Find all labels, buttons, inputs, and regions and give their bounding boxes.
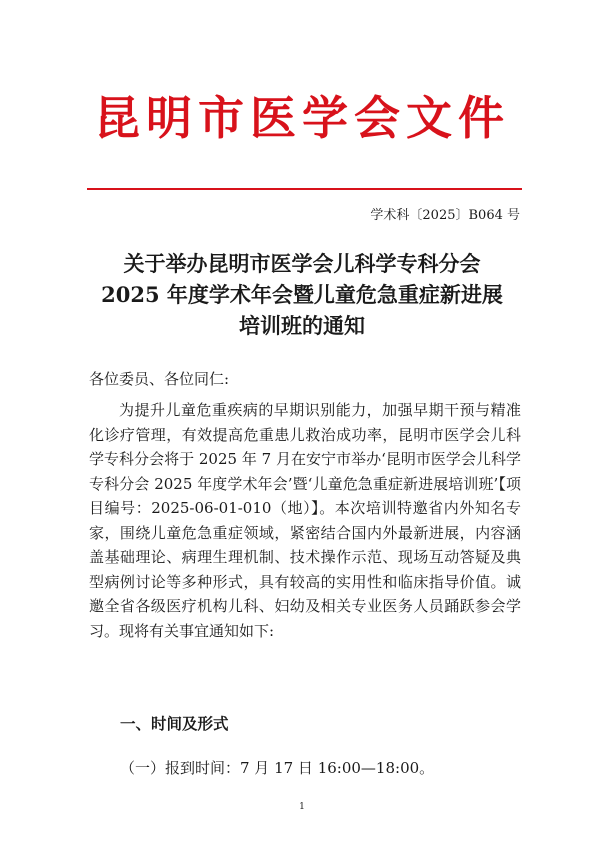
notice-title-line-1: 关于举办昆明市医学会儿科学专科分会 (123, 251, 481, 276)
red-divider-line (87, 188, 522, 190)
document-number: 学术科〔2025〕B064 号 (370, 208, 520, 223)
registration-time-item: （一）报到时间：7 月 17 日 16:00—18:00。 (120, 759, 435, 777)
body-paragraph: 为提升儿童危重疾病的早期识别能力，加强早期干预与精准化诊疗管理，有效提高危重患儿救治成功率，昆明市医学会儿科学专科分会将于 2025 年 7 月在安宁市举办‘昆明市医学会儿科学专科分会 2025 年度学术年会’暨‘儿童危急重症新进展培训班’【项目编号：2025-06-01-010（地）】。本次培训特邀省内外知名专家，围绕儿童危急重症领域，紧密结合国内外最新进展，内容涵盖基础理论、病理生理机制、技术操作示范、现场互动答疑及典型病例讨论等多种形式，具有较高的实用性和临床指导价值。诚邀全省各级医疗机构儿科、妇幼及相关专业医务人员踊跃参会学习。现将有关事宜通知如下: (89, 401, 521, 640)
notice-title-line-2: 2025 年度学术年会暨儿童危急重症新进展 (101, 282, 503, 307)
section-heading: 一、时间及形式 (120, 714, 229, 733)
notice-title-line-3: 培训班的通知 (239, 313, 365, 338)
masthead-title: 昆明市医学会文件 (94, 91, 510, 145)
notice-title (60, 248, 544, 341)
page-number: 1 (299, 802, 305, 812)
salutation: 各位委员、各位同仁: (89, 370, 230, 388)
